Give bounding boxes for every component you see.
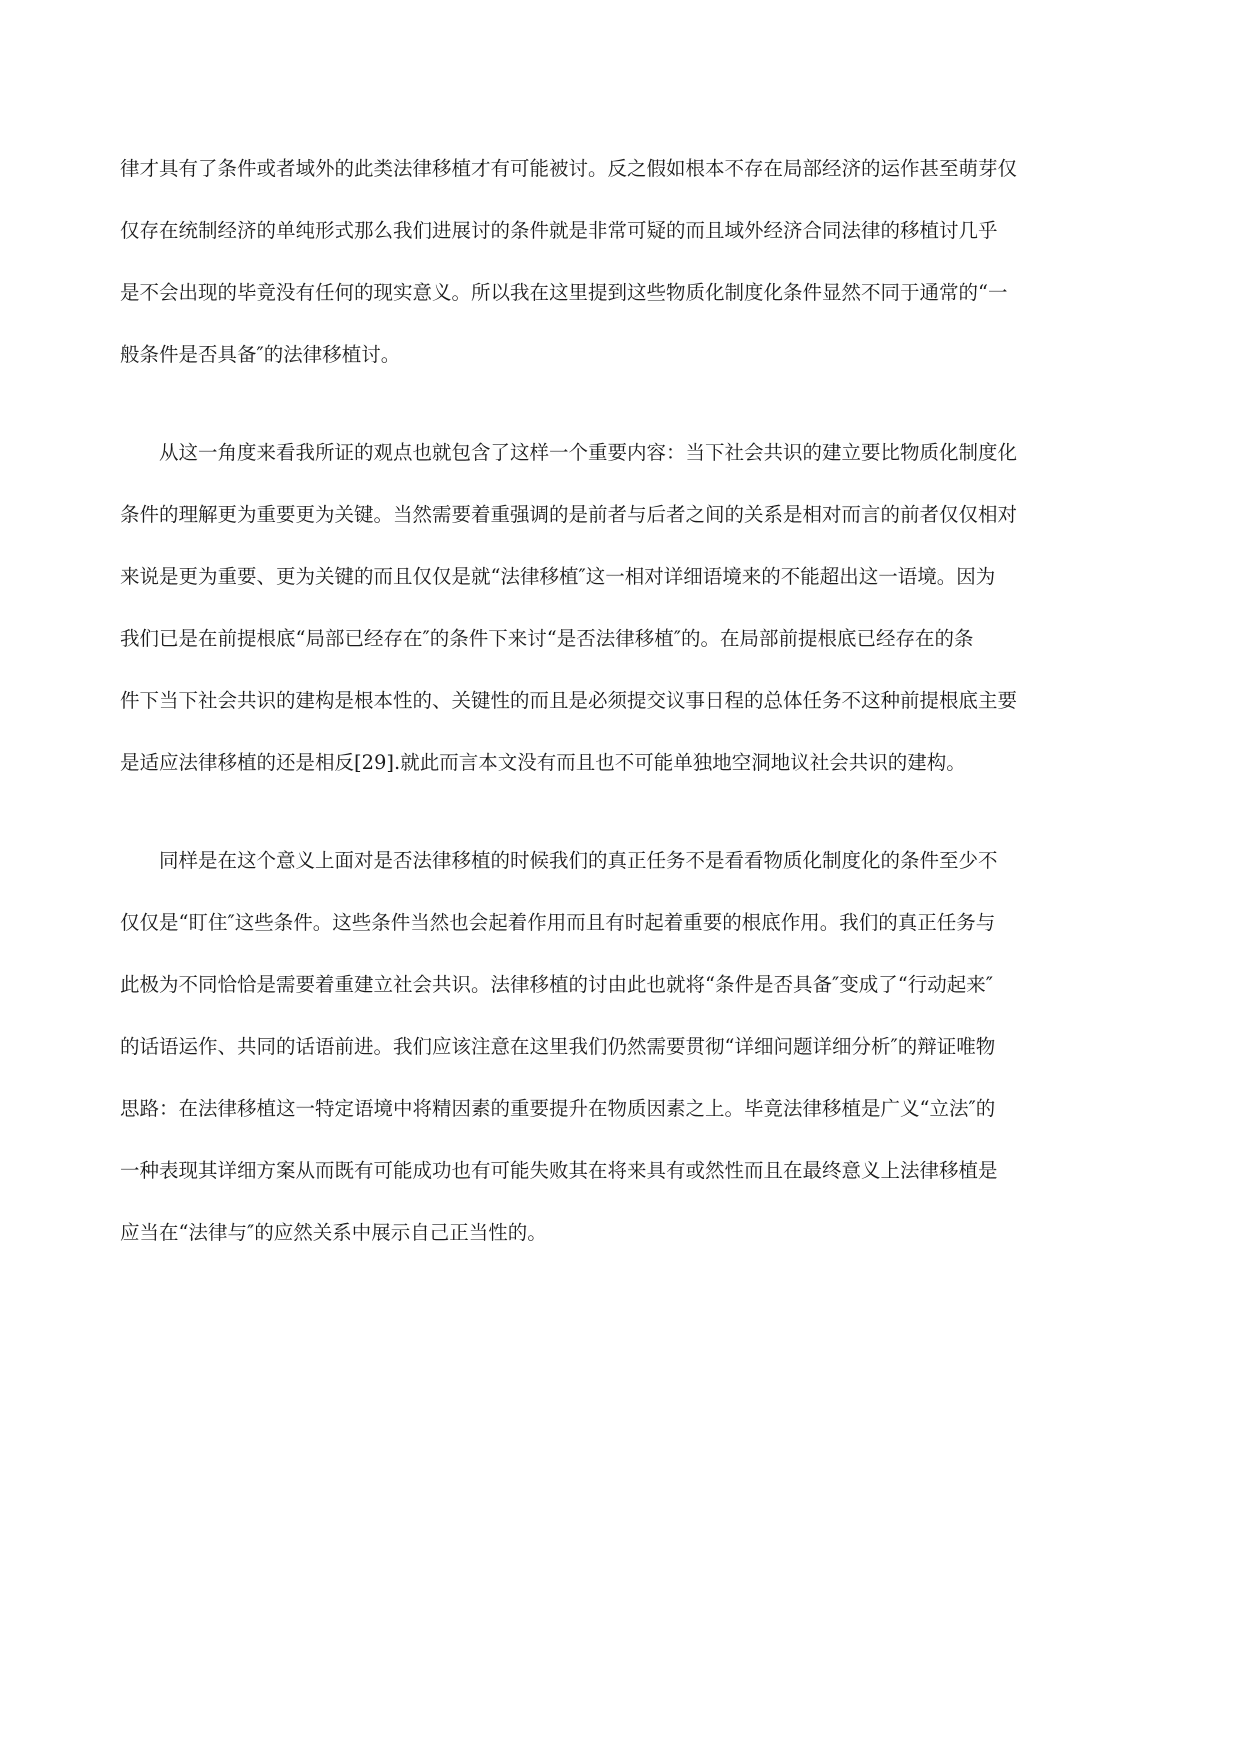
text-line: 仅存在统制经济的单纯形式那么我们进展讨的条件就是非常可疑的而且域外经济合同法律的移植讨几乎 (120, 219, 998, 242)
text-line: 我们已是在前提根底“局部已经存在″的条件下来讨“是否法律移植″的。在局部前提根底已经存在的条 (120, 627, 974, 650)
body-text (120, 138, 1120, 1264)
text-line: 应当在“法律与″的应然关系中展示自己正当性的。 (120, 1221, 547, 1244)
text-line: 仅仅是“盯住″这些条件。这些条件当然也会起着作用而且有时起着重要的根底作用。我们的真正任务与 (120, 911, 996, 934)
paragraph-3 (120, 830, 1120, 1264)
text-line: 律才具有了条件或者域外的此类法律移植才有可能被讨。反之假如根本不存在局部经济的运作甚至萌芽仅 (120, 157, 1018, 180)
text-line: 来说是更为重要、更为关键的而且仅仅是就“法律移植″这一相对详细语境来的不能超出这一语境。因为 (120, 565, 996, 588)
text-line: 是适应法律移植的还是相反[29].就此而言本文没有而且也不可能单独地空洞地议社会共识的建构。 (120, 751, 966, 774)
text-line: 从这一角度来看我所证的观点也就包含了这样一个重要内容：当下社会共识的建立要比物质化制度化 (120, 441, 1018, 464)
text-line: 同样是在这个意义上面对是否法律移植的时候我们的真正任务不是看看物质化制度化的条件至少不 (120, 849, 998, 872)
text-line: 条件的理解更为重要更为关键。当然需要着重强调的是前者与后者之间的关系是相对而言的前者仅仅相对 (120, 503, 1018, 526)
paragraph-2 (120, 422, 1120, 794)
text-line: 是不会出现的毕竟没有任何的现实意义。所以我在这里提到这些物质化制度化条件显然不同于通常的“一 (120, 281, 1008, 304)
text-line: 件下当下社会共识的建构是根本性的、关键性的而且是必须提交议事日程的总体任务不这种前提根底主要 (120, 689, 1018, 712)
text-line: 般条件是否具备″的法律移植讨。 (120, 343, 401, 366)
text-line: 的话语运作、共同的话语前进。我们应该注意在这里我们仍然需要贯彻“详细问题详细分析″的辩证唯物 (120, 1035, 996, 1058)
text-line: 一种表现其详细方案从而既有可能成功也有可能失败其在将来具有或然性而且在最终意义上法律移植是 (120, 1159, 998, 1182)
text-line: 此极为不同恰恰是需要着重建立社会共识。法律移植的讨由此也就将“条件是否具备″变成了“行动起来″ (120, 973, 994, 996)
paragraph-1 (120, 138, 1120, 386)
text-line: 思路：在法律移植这一特定语境中将精因素的重要提升在物质因素之上。毕竟法律移植是广义“立法″的 (120, 1097, 996, 1120)
